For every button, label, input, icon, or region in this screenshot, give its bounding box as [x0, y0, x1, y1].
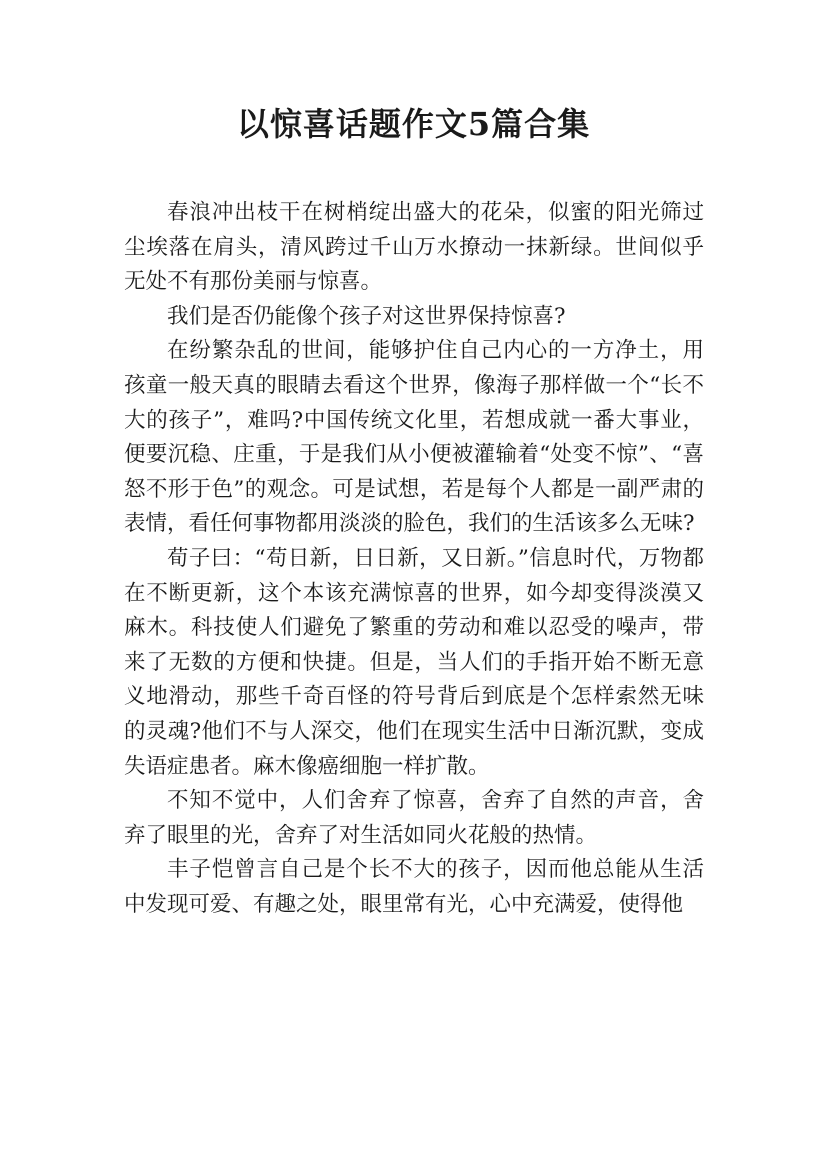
paragraph: 春浪冲出枝干在树梢绽出盛大的花朵，似蜜的阳光筛过尘埃落在肩头，清风跨过千山万水撩动一抹新绿。世间似乎无处不有那份美丽与惊喜。: [124, 200, 704, 295]
paragraph: 荀子曰：“苟日新，日日新，又日新。”信息时代，万物都在不断更新，这个本该充满惊喜的世界，如今却变得淡漠又麻木。科技使人们避免了繁重的劳动和难以忍受的噪声，带来了无数的方便和快捷。但是，当人们的手指开始不断无意义地滑动，那些千奇百怪的符号背后到底是个怎样索然无味的灵魂?他们不与人深交，他们在现实生活中日渐沉默，变成失语症患者。麻木像癌细胞一样扩散。: [124, 545, 704, 779]
document-title: 以惊喜话题作文5篇合集: [236, 105, 591, 143]
document-body: [124, 196, 704, 922]
paragraph: 丰子恺曾言自己是个长不大的孩子，因而他总能从生活中发现可爱、有趣之处，眼里常有光，心中充满爱，使得他: [124, 857, 704, 917]
paragraph: 我们是否仍能像个孩子对这世界保持惊喜?: [167, 303, 566, 329]
paragraph: 不知不觉中，人们舍弃了惊喜，舍弃了自然的声音，舍弃了眼里的光，舍弃了对生活如同火花般的热情。: [124, 788, 704, 848]
paragraph: 在纷繁杂乱的世间，能够护住自己内心的一方净土，用孩童一般天真的眼睛去看这个世界，像海子那样做一个“长不大的孩子”，难吗?中国传统文化里，若想成就一番大事业，便要沉稳、庄重，于是我们从小便被灌输着“处变不惊”、“喜怒不形于色”的观念。可是试想，若是每个人都是一副严肃的表情，看任何事物都用淡淡的脸色，我们的生活该多么无味?: [124, 338, 704, 537]
